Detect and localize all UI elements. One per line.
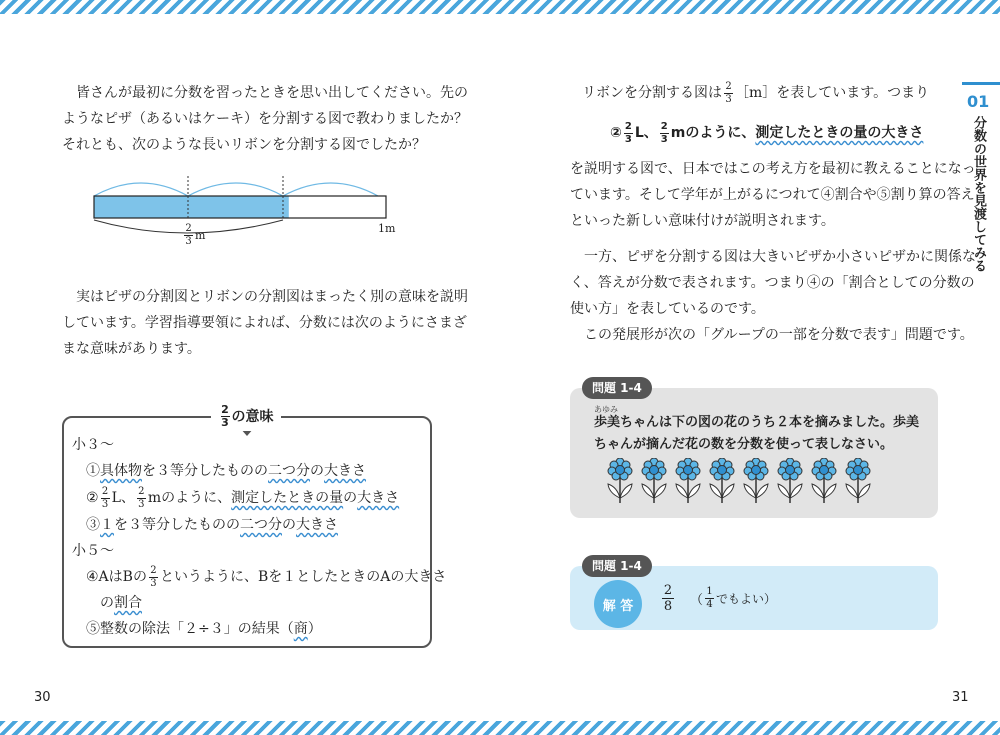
right-line-2: ② $\frac{2}{3}$ L、 $\frac{2}{3}$ mのように、 測定したときの量の大きさ	[610, 120, 924, 145]
problem-label: 問題 1-4	[582, 377, 652, 399]
right-paragraph-1	[570, 156, 976, 234]
problem-text: 歩美ちゃんは下の図の花のうち２本を摘みました。歩美 ちゃんが摘んだ花の数を分数を使って表しなさい。	[594, 415, 920, 452]
chapter-accent-bar	[962, 82, 1000, 85]
paragraph-line: といった新しい意味付けが説明されます。	[570, 213, 835, 229]
ribbon-diagram	[86, 172, 406, 252]
intro-line: それとも、次のような長いリボンを分割する図でしたか？	[62, 137, 426, 153]
paragraph-line: を説明する図で、日本ではこの考え方を最初に教えることになっ	[570, 161, 976, 177]
answer-problem-label: 問題 1-4	[582, 555, 652, 577]
ribbon-total-label: 1m	[378, 222, 396, 235]
flower-icon	[742, 458, 770, 508]
page-number-left: 30	[34, 690, 51, 705]
grade3-heading: 小３～	[72, 437, 114, 453]
meaning-item-3: ③１を３等分したものの二つ分の大きさ	[86, 517, 338, 533]
meaning-item-4-cont: の割合	[100, 595, 142, 611]
body-line: しています。学習指導要領によれば、分数には次のようにさまざ	[62, 315, 467, 331]
flower-row	[606, 458, 872, 508]
flower-icon	[708, 458, 736, 508]
right-paragraph-2	[570, 244, 976, 348]
top-stripe-border	[0, 0, 1000, 14]
grade5-heading: 小５～	[72, 543, 114, 559]
meaning-title: $\frac{2}{3}$ の意味	[211, 401, 281, 431]
intro-paragraph	[62, 80, 468, 158]
paragraph-line: ています。そして学年が上がるにつれて④割合や⑤割り算の答え	[570, 187, 975, 203]
body-paragraph	[62, 284, 468, 362]
meaning-item-4: ④AはBの $\frac{2}{3}$ というように、Bを１としたときのAの大きさ	[86, 564, 447, 589]
flower-icon	[844, 458, 872, 508]
ruby-reading: あゆみ	[594, 405, 618, 414]
answer-value: $\frac{2}{8}$ （ $\frac{1}{4}$ でもよい）	[663, 583, 777, 614]
flower-icon	[776, 458, 804, 508]
answer-badge: 解 答	[594, 580, 642, 628]
page-number-right: 31	[952, 690, 969, 705]
intro-line: ようなピザ（あるいはケーキ）を分割する図で教わりましたか？	[62, 111, 468, 127]
flower-icon	[640, 458, 668, 508]
intro-line: 皆さんが最初に分数を習ったときを思い出してください。先の	[76, 85, 468, 101]
chapter-number: 01	[967, 92, 990, 111]
ribbon-fraction-label: $\frac{2}{3}$ m	[185, 223, 206, 247]
chapter-title: 分数の世界を見渡してみる	[971, 116, 986, 272]
flower-icon	[606, 458, 634, 508]
paragraph-line: この発展形が次の「グループの一部を分数で表す」問題です。	[584, 327, 974, 343]
flower-icon	[674, 458, 702, 508]
paragraph-line: 一方、ピザを分割する図は大きいピザか小さいピザかに関係な	[584, 249, 976, 265]
paragraph-line: 使い方」を表しているのです。	[570, 301, 765, 317]
flower-icon	[810, 458, 838, 508]
paragraph-line: く、答えが分数で表されます。つまり④の「割合としての分数の	[570, 275, 975, 291]
meaning-item-2: ② $\frac{2}{3}$ L、 $\frac{2}{3}$ mのように、測定したときの量の大きさ	[86, 485, 400, 510]
body-line: まな意味があります。	[62, 341, 201, 357]
meaning-item-1: ①具体物を３等分したものの二つ分の大きさ	[86, 463, 366, 479]
bottom-stripe-border	[0, 721, 1000, 735]
ribbon-shaded-part	[94, 196, 289, 218]
body-line: 実はピザの分割図とリボンの分割図はまったく別の意味を説明	[76, 289, 468, 305]
right-line-1: リボンを分割する図は $\frac{2}{3}$ ［m］を表しています。つまり	[582, 80, 930, 105]
meaning-item-5: ⑤整数の除法「２÷３」の結果（商）	[86, 621, 322, 637]
